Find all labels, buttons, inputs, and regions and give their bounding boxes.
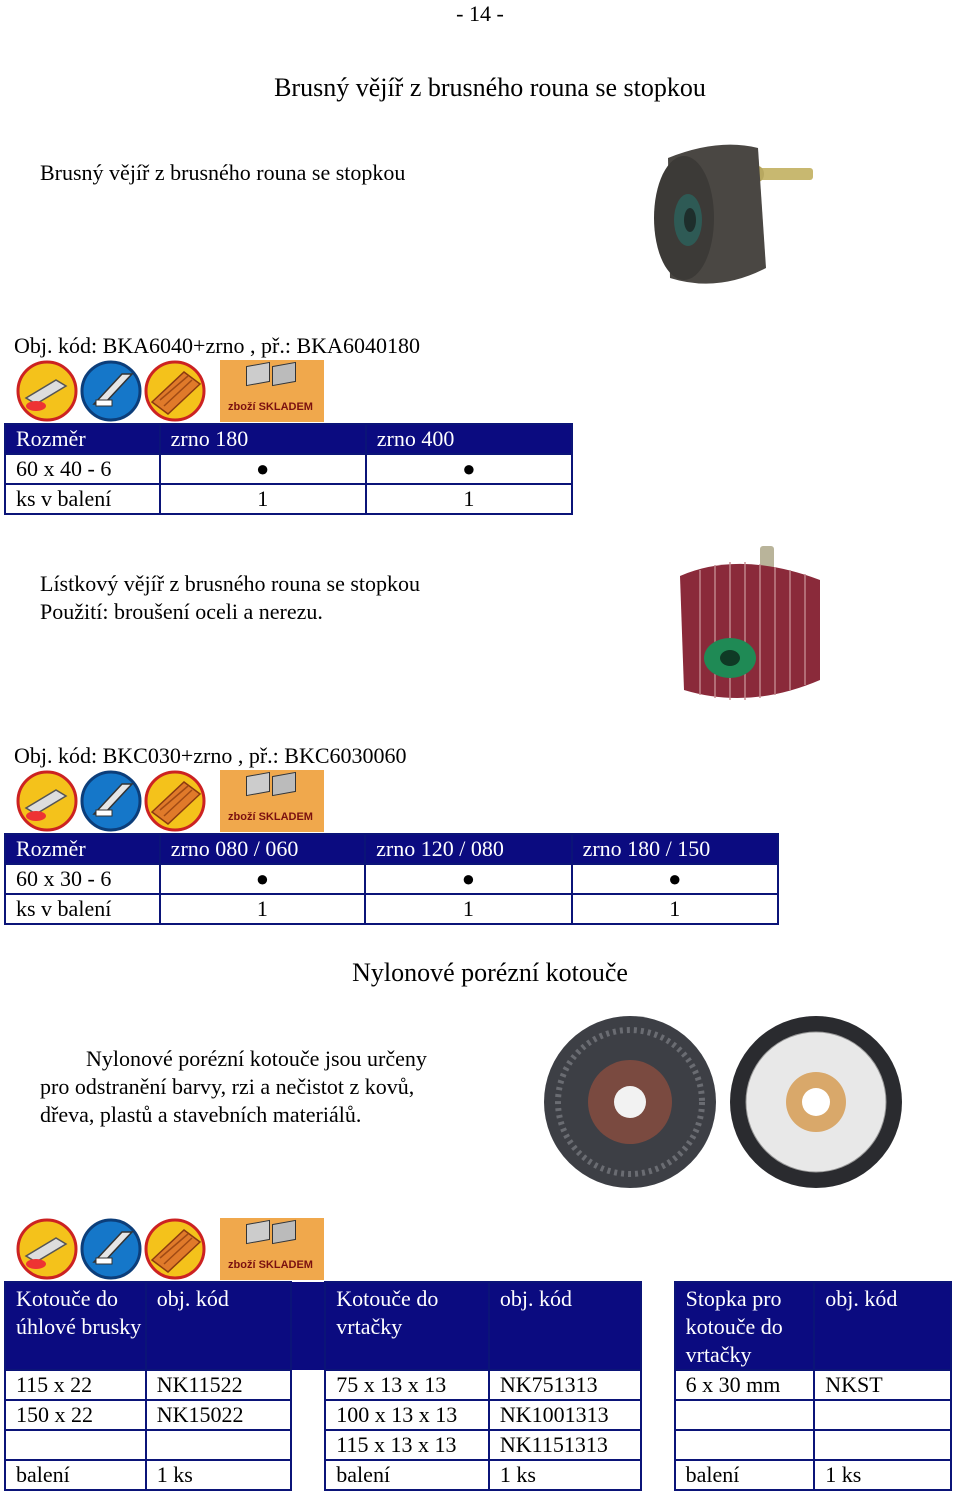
stock-badge-icon [220,360,324,422]
product-description: pro odstranění barvy, rzi a nečistot z kovů, [40,1074,415,1099]
availability-dot: ● [160,454,366,484]
steel-beam-icon [80,770,142,832]
order-code: Obj. kód: BKC030+zrno , př.: BKC6030060 [14,743,407,768]
stock-badge-icon [220,1218,324,1280]
table-cell: 1 [365,894,571,924]
availability-dot: ● [160,864,365,894]
table-header: zrno 080 / 060 [160,834,365,864]
table-cell: 1 [366,484,572,514]
table-cell: 150 x 22 [5,1400,146,1430]
product-description: Nylonové porézní kotouče jsou určeny [86,1046,427,1071]
table-header: zrno 400 [366,424,572,454]
table-cell: ks v balení [5,894,160,924]
table-header: Rozměr [5,834,160,864]
table-cell: balení [675,1460,815,1490]
table-cell: 1 [160,894,365,924]
page-number: - 14 - [456,1,504,26]
table-cell: 60 x 30 - 6 [5,864,160,894]
steel-beam-icon [80,1218,142,1280]
flap-wheel-image [660,540,828,708]
table-cell: 1 ks [814,1460,951,1490]
table-cell: NKST [814,1370,951,1400]
table-header: obj. kód [146,1282,292,1370]
product-description: dřeva, plastů a stavebních materiálů. [40,1102,362,1127]
table-cell [146,1430,292,1460]
table-cell: 100 x 13 x 13 [325,1400,489,1430]
stock-badge-text1: zboží [228,811,256,823]
table-row [5,864,778,894]
table-cell [675,1430,815,1460]
table-cell [814,1400,951,1430]
wood-log-icon [144,1218,206,1280]
usage-icons [16,770,313,832]
table-cell: balení [325,1460,489,1490]
product-usage: Použití: broušení oceli a nerezu. [40,599,323,624]
table-header: zrno 180 / 150 [572,834,778,864]
angle-grinder-icon [16,360,78,422]
table-cell [814,1430,951,1460]
table-header: zrno 120 / 080 [365,834,571,864]
table-row [5,894,778,924]
disc-table [4,1281,952,1491]
product-description: Lístkový vějíř z brusného rouna se stopkou [40,571,421,596]
table-cell: 60 x 40 - 6 [5,454,160,484]
table-cell: NK751313 [489,1370,641,1400]
table-cell: 1 ks [489,1460,641,1490]
size-table [4,833,779,925]
table-header: Kotouče do vrtačky [325,1282,489,1370]
table-cell: NK15022 [146,1400,292,1430]
availability-dot: ● [366,454,572,484]
table-row [5,484,572,514]
section-heading: Brusný vějíř z brusného rouna se stopkou [274,73,706,102]
angle-grinder-icon [16,1218,78,1280]
wood-log-icon [144,360,206,422]
table-cell: NK1151313 [489,1430,641,1460]
table-row [5,1460,951,1490]
availability-dot: ● [572,864,778,894]
table-header: zrno 180 [160,424,366,454]
table-cell: 75 x 13 x 13 [325,1370,489,1400]
stock-badge-text2: SKLADEM [258,811,313,823]
table-cell: 115 x 13 x 13 [325,1430,489,1460]
table-cell: 1 ks [146,1460,292,1490]
table-row [5,1430,951,1460]
fleece-wheel-image [648,128,818,304]
table-header: obj. kód [489,1282,641,1370]
table-row [5,1370,951,1400]
table-row [5,1400,951,1430]
stock-badge-text1: zboží [228,401,256,413]
table-cell [675,1400,815,1430]
table-cell: NK11522 [146,1370,292,1400]
table-cell: ks v balení [5,484,160,514]
table-cell: 6 x 30 mm [675,1370,815,1400]
table-cell: NK1001313 [489,1400,641,1430]
usage-icons [16,360,313,422]
usage-icons [16,1218,313,1280]
table-cell: 1 [572,894,778,924]
table-header: obj. kód [814,1282,951,1370]
size-table [4,423,573,515]
table-header-row [5,424,572,454]
angle-grinder-icon [16,770,78,832]
table-header: Kotouče do úhlové brusky [5,1282,146,1370]
product-description: Brusný vějíř z brusného rouna se stopkou [40,160,406,185]
table-header: Rozměr [5,424,160,454]
nylon-disc-image [540,1016,904,1190]
table-cell [5,1430,146,1460]
availability-dot: ● [365,864,571,894]
stock-badge-text2: SKLADEM [258,1259,313,1271]
stock-badge-text1: zboží [228,1259,256,1271]
table-row [5,454,572,484]
section-heading: Nylonové porézní kotouče [352,958,628,987]
table-header-row [5,834,778,864]
table-header-row [5,1282,951,1370]
stock-badge-text2: SKLADEM [258,401,313,413]
table-cell: balení [5,1460,146,1490]
steel-beam-icon [80,360,142,422]
table-cell: 115 x 22 [5,1370,146,1400]
stock-badge-icon [220,770,324,832]
wood-log-icon [144,770,206,832]
table-header: Stopka pro kotouče do vrtačky [675,1282,815,1370]
order-code: Obj. kód: BKA6040+zrno , př.: BKA6040180 [14,333,420,358]
table-cell: 1 [160,484,366,514]
